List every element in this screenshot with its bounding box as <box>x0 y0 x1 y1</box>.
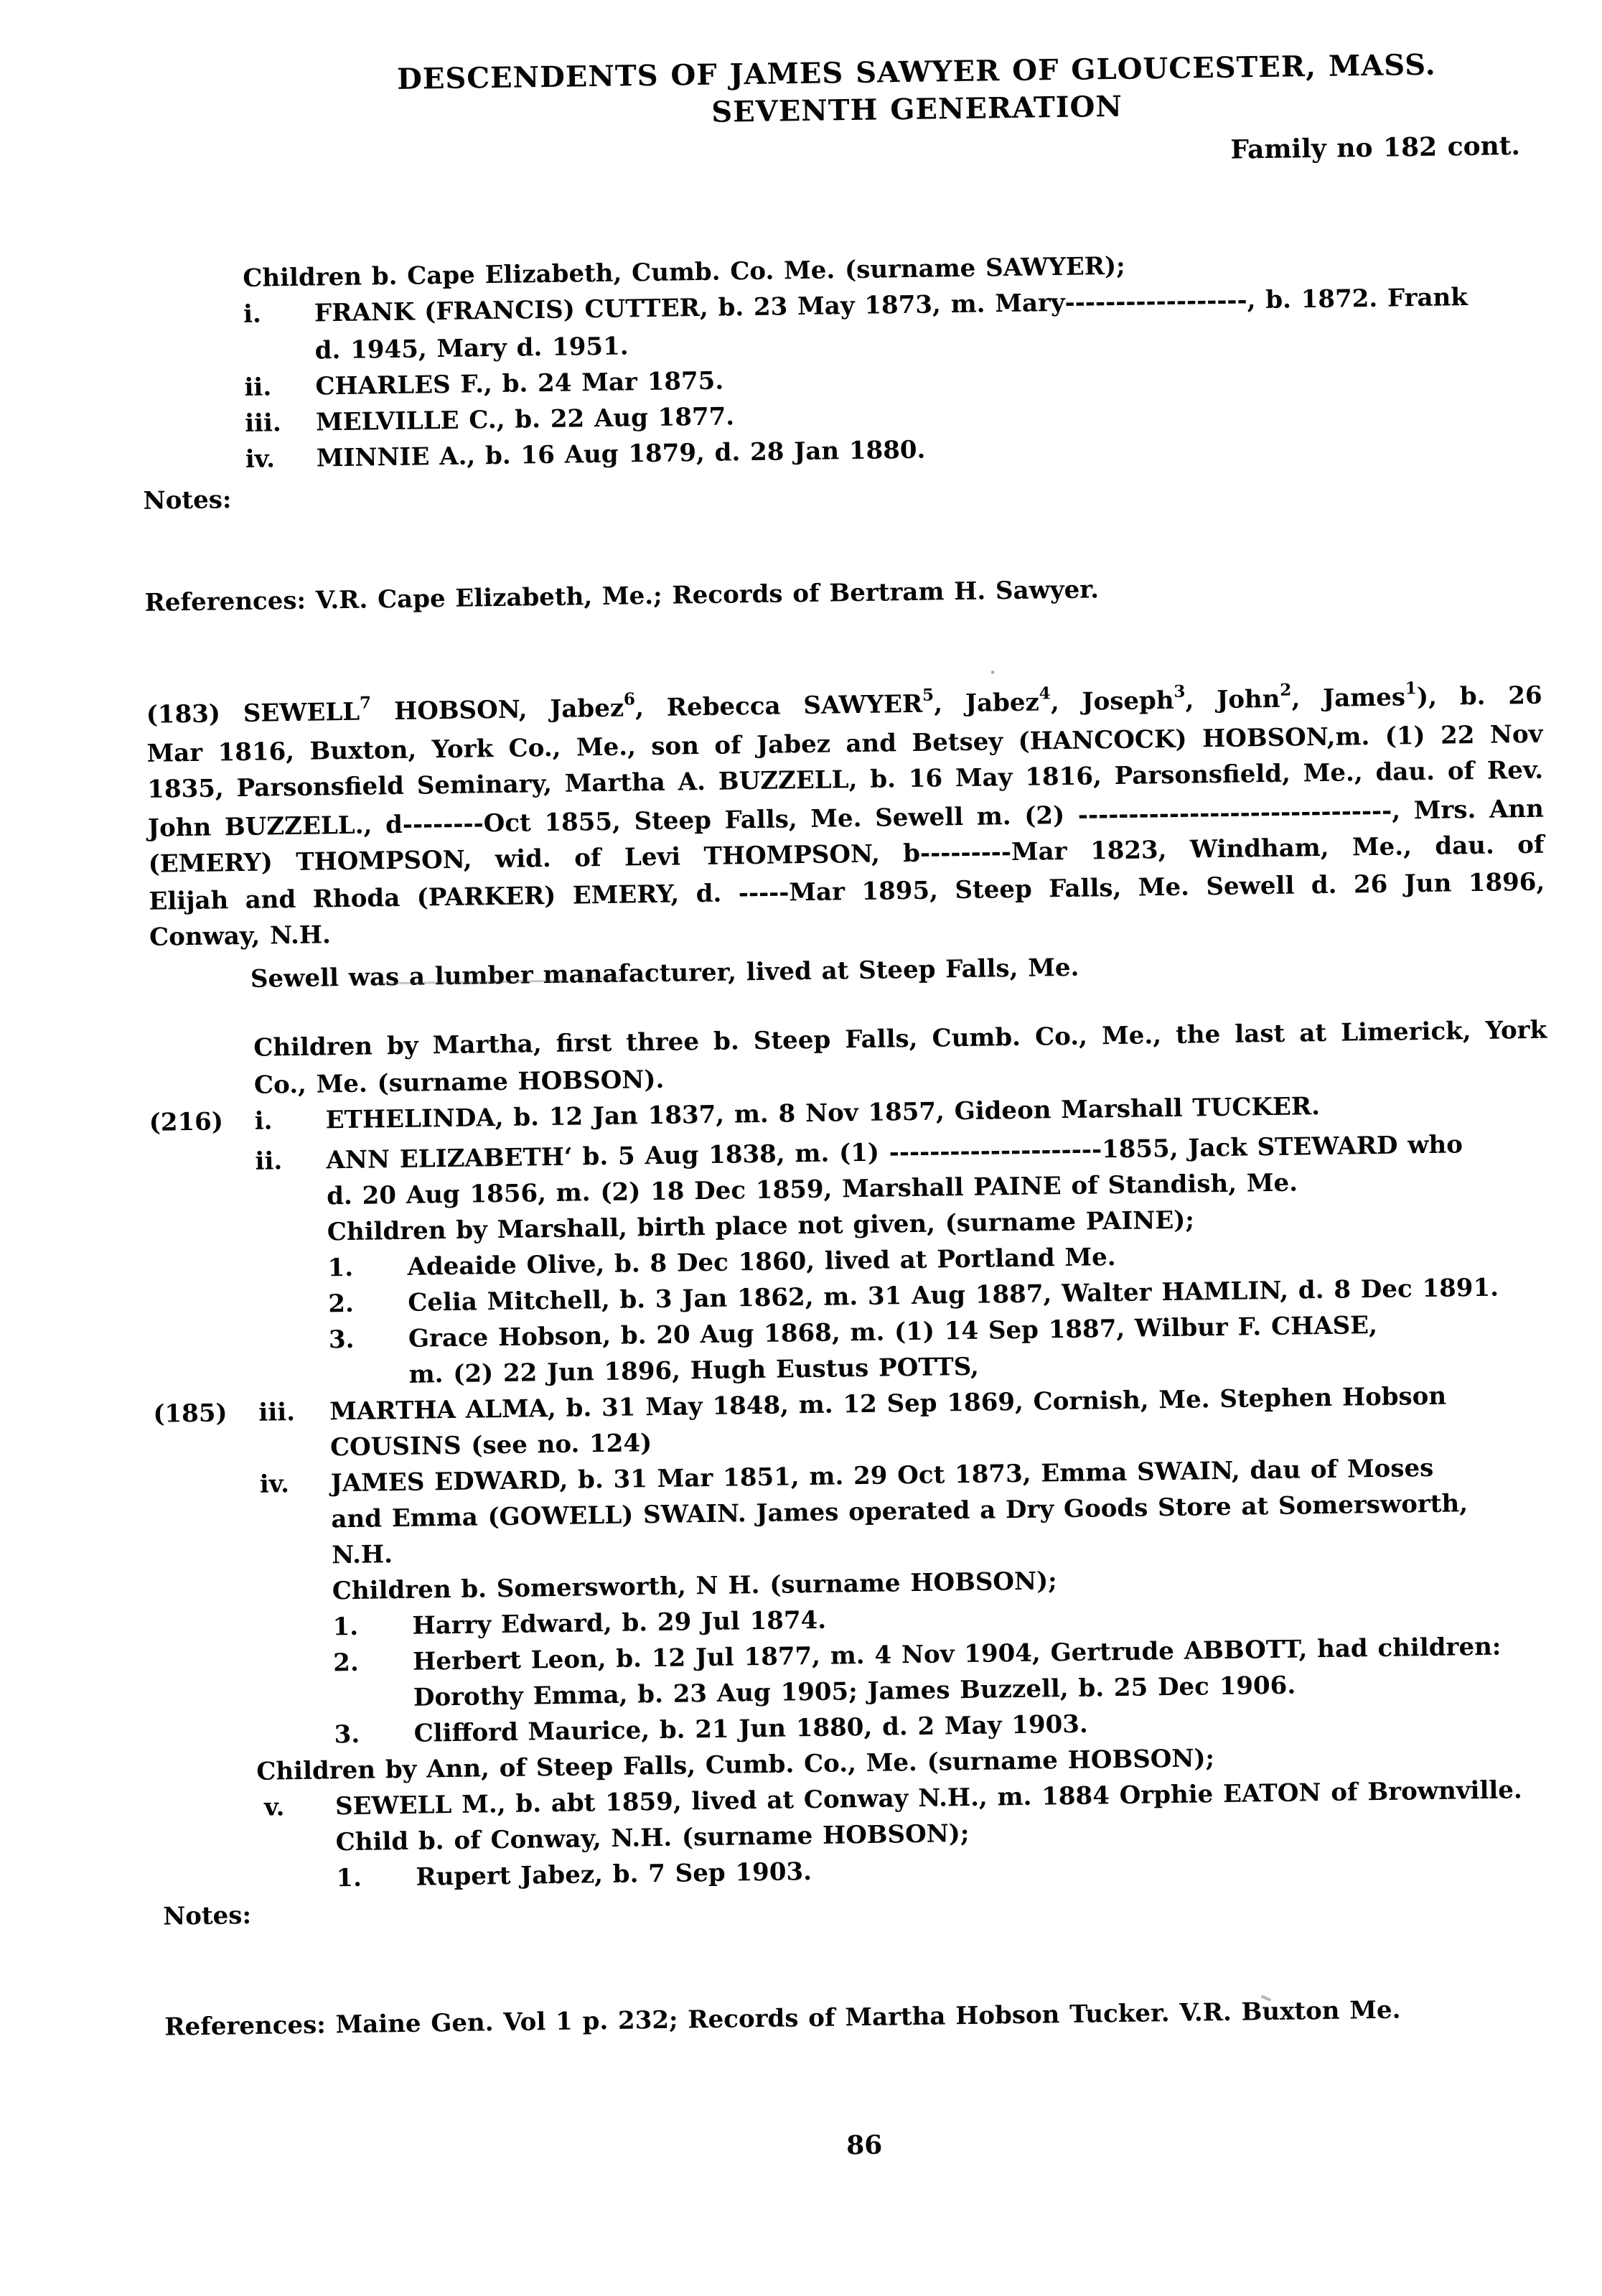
roman-numeral: iv. <box>259 1470 290 1499</box>
child-entry-text: SEWELL M., b. abt 1859, lived at Conway N.H., m. 1884 Orphie EATON of Brownville. <box>334 1775 1523 1821</box>
child-entry-text: CHARLES F., b. 24 Mar 1875. <box>315 366 724 401</box>
child-entry-sewell-m-cont: Child b. of Conway, N.H. (surname HOBSON); <box>335 1819 970 1857</box>
roman-numeral: ii. <box>244 373 272 402</box>
notes-label-182: Notes: <box>143 485 232 515</box>
paragraph-segment: , Jabez <box>933 688 1040 719</box>
genealogy-paragraph-line-2: Mar 1816, Buxton, York Co., Me., son of Jabez and Betsey (HANCOCK) HOBSON,m. (1) 22 Nov <box>146 719 1543 768</box>
genealogy-paragraph-line-5: (EMERY) THOMPSON, wid. of Levi THOMPSON, b---------Mar 1823, Windham, Me., dau. of <box>148 830 1545 879</box>
family-number-note: Family no 182 cont. <box>1230 131 1521 165</box>
references-183: References: Maine Gen. Vol 1 p. 232; Records of Martha Hobson Tucker. V.R. Buxton Me. <box>164 1995 1401 2042</box>
ann-children-heading: Children by Ann, of Steep Falls, Cumb. Co., Me. (surname HOBSON); <box>256 1744 1215 1786</box>
genealogy-paragraph-line-4: John BUZZELL., d--------Oct 1855, Steep Falls, Me. Sewell m. (2) -------------------------------, Mrs. Ann <box>147 794 1545 843</box>
generation-superscript: 5 <box>922 685 934 705</box>
children-heading-182: Children b. Cape Elizabeth, Cumb. Co. Me. (surname SAWYER); <box>243 251 1125 293</box>
sub-child-number: 3. <box>334 1719 360 1750</box>
roman-numeral: i. <box>254 1106 273 1136</box>
child-entry-text: MINNIE A., b. 16 Aug 1879, d. 28 Jan 1880. <box>316 435 926 473</box>
generation-superscript: 2 <box>1280 680 1292 700</box>
roman-numeral: iii. <box>258 1398 296 1427</box>
child-entry-text: MARTHA ALMA, b. 31 May 1848, m. 12 Sep 1869, Cornish, Me. Stephen Hobson <box>329 1381 1447 1427</box>
references-182: References: V.R. Cape Elizabeth, Me.; Records of Bertram H. Sawyer. <box>144 575 1100 617</box>
generation-superscript: 6 <box>623 689 636 709</box>
child-entry-frank-cont: d. 1945, Mary d. 1951. <box>314 332 629 365</box>
child-entry-james-edward-cont2: N.H. <box>331 1540 393 1570</box>
notes-label-183: Notes: <box>162 1900 252 1931</box>
sub-child-grace-cont: m. (2) 22 Jun 1896, Hugh Eustus POTTS, <box>408 1352 980 1389</box>
child-entry-martha-alma-cont: COUSINS (see no. 124) <box>329 1429 652 1462</box>
paragraph-segment: , John <box>1185 684 1280 715</box>
sub-child-number: 1. <box>327 1253 354 1283</box>
genealogy-paragraph-line-3: 1835, Parsonsfield Seminary, Martha A. BUZZELL, b. 16 May 1816, Parsonsfield, Me., dau. of Rev. <box>146 755 1544 804</box>
scan-artifact <box>991 671 994 673</box>
paragraph-segment: (183) SEWELL <box>146 697 360 729</box>
family-ref-number-185: (185) <box>153 1399 228 1429</box>
sub-child-text: Herbert Leon, b. 12 Jul 1877, m. 4 Nov 1904, Gertrude ABBOTT, had children: <box>412 1632 1502 1676</box>
roman-numeral: ii. <box>255 1147 283 1176</box>
sub-child-text: Harry Edward, b. 29 Jul 1874. <box>412 1605 827 1641</box>
sub-child-number: 3. <box>328 1325 355 1355</box>
occupation-note: Sewell was a lumber manafacturer, lived at Steep Falls, Me. <box>250 953 1079 994</box>
sub-child-text: Clifford Maurice, b. 21 Jun 1880, d. 2 May 1903. <box>413 1709 1089 1748</box>
paragraph-segment: HOBSON, Jabez <box>370 694 624 727</box>
child-entry-text: ANN ELIZABETH‘ b. 5 Aug 1838, m. (1) ---------------------1855, Jack STEWARD who <box>326 1130 1463 1175</box>
child-entry-james-edward-cont1: and Emma (GOWELL) SWAIN. James operated a Dry Goods Store at Somersworth, <box>331 1489 1468 1534</box>
sub-child-text: Celia Mitchell, b. 3 Jan 1862, m. 31 Aug 1887, Walter HAMLIN, d. 8 Dec 1891. <box>408 1273 1499 1317</box>
genealogy-paragraph-line-7: Conway, N.H. <box>149 920 332 952</box>
family-ref-number-216: (216) <box>149 1107 224 1137</box>
page-title-line1: DESCENDENTS OF JAMES SAWYER OF GLOUCESTER, MASS. <box>396 47 1436 96</box>
generation-superscript: 7 <box>359 693 372 713</box>
sub-child-text: Grace Hobson, b. 20 Aug 1868, m. (1) 14 Sep 1887, Wilbur F. CHASE, <box>408 1310 1378 1353</box>
sub-child-number: 1. <box>336 1863 362 1893</box>
generation-superscript: 1 <box>1405 678 1418 699</box>
child-entry-text: JAMES EDWARD, b. 31 Mar 1851, m. 29 Oct 1873, Emma SWAIN, dau of Moses <box>330 1453 1434 1498</box>
paragraph-segment: , Joseph <box>1050 686 1174 717</box>
roman-numeral: iii. <box>244 409 282 438</box>
page-title-line2: SEVENTH GENERATION <box>711 89 1123 129</box>
paragraph-segment: , Rebecca SAWYER <box>634 689 923 723</box>
sub-child-text: Adeaide Olive, b. 8 Dec 1860, lived at Portland Me. <box>407 1243 1116 1282</box>
sub-child-herbert-cont: Dorothy Emma, b. 23 Aug 1905; James Buzzell, b. 25 Dec 1906. <box>413 1671 1296 1712</box>
roman-numeral: i. <box>243 299 262 329</box>
page-number: 86 <box>846 2129 883 2161</box>
sub-child-number: 1. <box>332 1612 359 1642</box>
somersworth-children-heading: Children b. Somersworth, N H. (surname HOBSON); <box>332 1567 1057 1606</box>
paine-children-heading: Children by Marshall, birth place not given, (surname PAINE); <box>327 1205 1195 1247</box>
sub-child-number: 2. <box>328 1289 355 1319</box>
child-entry-ann-cont: d. 20 Aug 1856, m. (2) 18 Dec 1859, Marshall PAINE of Standish, Me. <box>326 1168 1298 1211</box>
sub-child-number: 2. <box>332 1648 360 1678</box>
child-entry-text: MELVILLE C., b. 22 Aug 1877. <box>315 402 735 437</box>
paragraph-segment: , James <box>1291 683 1406 714</box>
roman-numeral: v. <box>263 1793 285 1822</box>
genealogy-paragraph-line-6: Elijah and Rhoda (PARKER) EMERY, d. -----Mar 1895, Steep Falls, Me. Sewell d. 26 Jun 1896, <box>149 867 1545 916</box>
generation-superscript: 3 <box>1174 681 1186 701</box>
child-entry-text: FRANK (FRANCIS) CUTTER, b. 23 May 1873, m. Mary------------------, b. 1872. Frank <box>314 283 1468 328</box>
child-entry-text: ETHELINDA, b. 12 Jan 1837, m. 8 Nov 1857, Gideon Marshall TUCKER. <box>325 1092 1321 1135</box>
sub-child-text: Rupert Jabez, b. 7 Sep 1903. <box>416 1857 812 1892</box>
generation-superscript: 4 <box>1039 683 1051 704</box>
roman-numeral: iv. <box>245 444 276 474</box>
martha-children-heading-line2: Co., Me. (surname HOBSON). <box>253 1065 665 1100</box>
paragraph-segment: ), b. 26 <box>1416 681 1542 712</box>
martha-children-heading-line1: Children by Martha, first three b. Steep Falls, Cumb. Co., Me., the last at Limerick, York <box>253 1015 1547 1063</box>
